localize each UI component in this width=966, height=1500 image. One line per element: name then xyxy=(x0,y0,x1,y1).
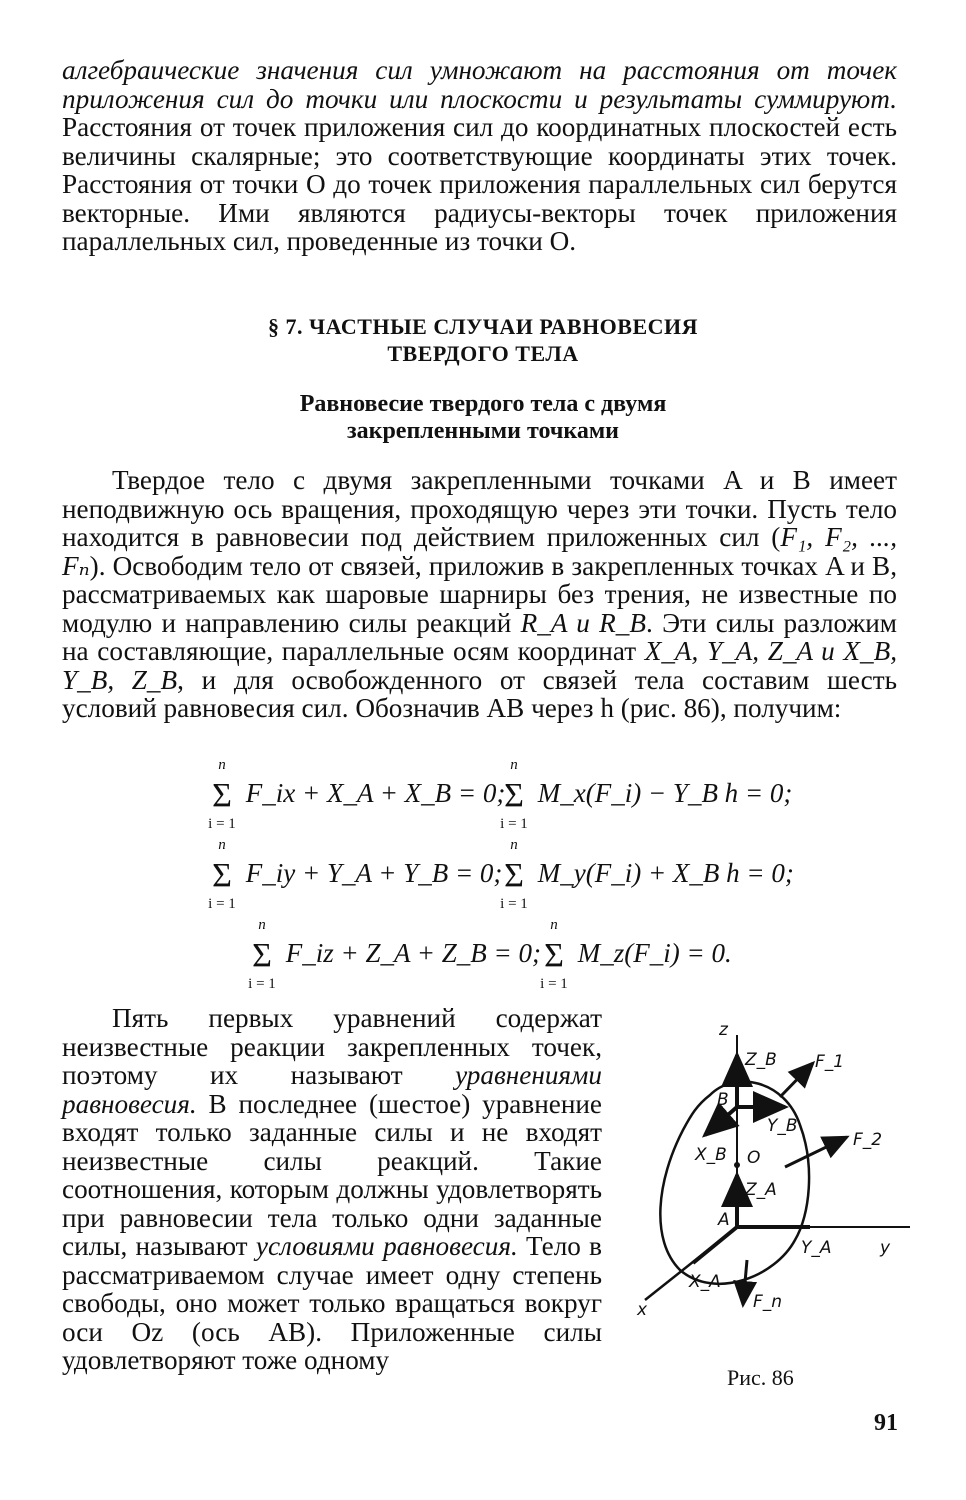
bottom-part3: Тело в рассматриваемом случае имеет одну степень свободы, оно может только вращаться вокруг оси Oz (ось AB). Приложенные силы удовлетворяют тоже одному xyxy=(62,1231,602,1375)
label-zb: Z_B xyxy=(745,1050,777,1070)
label-za: Z_A xyxy=(745,1180,777,1200)
bottom-paragraph xyxy=(62,1004,602,1375)
equation-3-left xyxy=(245,916,541,992)
fn-arrow xyxy=(743,1260,747,1305)
body-forces: F₁, F₂, ..., Fₙ xyxy=(62,522,897,581)
body-part4: , и для освобожденного от связей тела составим шесть условий равновесия сил. Обозначив AB через h (рис. 86), получим: xyxy=(62,664,897,723)
sum-symbol: n Σ i = 1 xyxy=(248,916,276,992)
eq1-left-text: F_ix + X_A + X_B = 0; xyxy=(245,778,506,808)
body-part3: . Эти силы разложим на составляющие, параллельные осям координат xyxy=(62,607,897,666)
page-number: 91 xyxy=(874,1410,898,1436)
body-outline xyxy=(660,1082,809,1284)
bottom-part2: В последнее (шестое) уравнение входят только заданные силы и не входят неизвестные силы реакций. Такие соотношения, которым должны удовлетворять при равновесии тела только одни заданные силы, называют xyxy=(62,1088,602,1261)
subheading-line2: закрепленными точками xyxy=(346,418,619,444)
section-heading xyxy=(0,313,966,367)
sum-symbol: n Σ i = 1 xyxy=(208,836,236,912)
point-o xyxy=(734,1162,740,1168)
label-yb: Y_B xyxy=(767,1116,798,1136)
label-x: x xyxy=(637,1300,648,1320)
section-heading-line2: ТВЕРДОГО ТЕЛА xyxy=(387,341,579,366)
equation-2-left xyxy=(205,836,503,912)
body-paragraph xyxy=(62,466,897,723)
body-reactions: R_A и R_B xyxy=(520,607,646,638)
figure-caption: Рис. 86 xyxy=(727,1365,794,1390)
label-y: y xyxy=(880,1238,891,1258)
label-a: A xyxy=(718,1210,730,1230)
f1-arrow xyxy=(780,1063,813,1097)
bottom-italic2: условиями равновесия. xyxy=(255,1231,518,1261)
sum-symbol: n Σ i = 1 xyxy=(208,756,236,832)
xb-arrow xyxy=(705,1107,737,1135)
eq2-left-text: F_iy + Y_A + Y_B = 0; xyxy=(245,858,503,888)
figure-86-diagram xyxy=(625,1015,925,1355)
eq3-left-text: F_iz + Z_A + Z_B = 0; xyxy=(285,938,541,968)
label-fn: F_n xyxy=(753,1292,783,1312)
equation-2-right xyxy=(497,836,794,912)
label-xb: X_B xyxy=(695,1145,727,1165)
sum-symbol: n Σ i = 1 xyxy=(500,836,528,912)
equation-1-left xyxy=(205,756,506,832)
equation-3-right xyxy=(537,916,732,992)
eq3-right-text: M_z(F_i) = 0. xyxy=(577,938,732,968)
eq1-right-text: M_x(F_i) − Y_B h = 0; xyxy=(537,778,793,808)
intro-italic: алгебраические значения сил умножают на расстояния от точек приложения сил до точки или плоскости и результаты суммируют. xyxy=(62,55,897,114)
bottom-italic1: уравнениями равновесия. xyxy=(62,1060,602,1119)
label-f2: F_2 xyxy=(853,1130,883,1150)
xa-arrow xyxy=(693,1227,737,1263)
section-heading-line1: § 7. ЧАСТНЫЕ СЛУЧАИ РАВНОВЕСИЯ xyxy=(267,314,699,339)
intro-text: Расстояния от точек приложения сил до координатных плоскостей есть величины скалярные; это соответствующие координаты этих точек. Расстояния от точки O до точек приложения параллельных сил берутся векторные. Ими являются радиусы-векторы точек приложения параллельных сил, проведенные из точки O. xyxy=(62,112,897,256)
body-components: X_A, Y_A, Z_A и X_B, Y_B, Z_B xyxy=(62,636,897,695)
subheading xyxy=(0,391,966,445)
body-part1: Твердое тело с двумя закрепленными точками A и B имеет неподвижную ось вращения, проходящую через эти точки. Пусть тело находится в равновесии под действием приложенных сил ( xyxy=(62,465,897,552)
sum-symbol: n Σ i = 1 xyxy=(500,756,528,832)
sum-symbol: n Σ i = 1 xyxy=(540,916,568,992)
label-b: B xyxy=(717,1090,729,1110)
bottom-part1: Пять первых уравнений содержат неизвестные реакции закрепленных точек, поэтому их называют xyxy=(62,1003,602,1090)
subheading-line1: Равновесие твердого тела с двумя xyxy=(299,391,667,417)
label-f1: F_1 xyxy=(815,1052,845,1072)
equation-1-right xyxy=(497,756,793,832)
label-o: O xyxy=(747,1148,761,1168)
label-z: z xyxy=(719,1020,728,1040)
f2-arrow xyxy=(785,1137,847,1167)
eq2-right-text: M_y(F_i) + X_B h = 0; xyxy=(537,858,794,888)
intro-paragraph xyxy=(62,56,897,256)
label-xa: X_A xyxy=(689,1272,721,1292)
body-part2: ). Освободим тело от связей, приложив в закрепленных точках A и B, рассматриваемых как шаровые шарниры без трения, не известные по модулю и направлению силы реакций xyxy=(62,550,897,638)
label-ya: Y_A xyxy=(801,1238,832,1258)
